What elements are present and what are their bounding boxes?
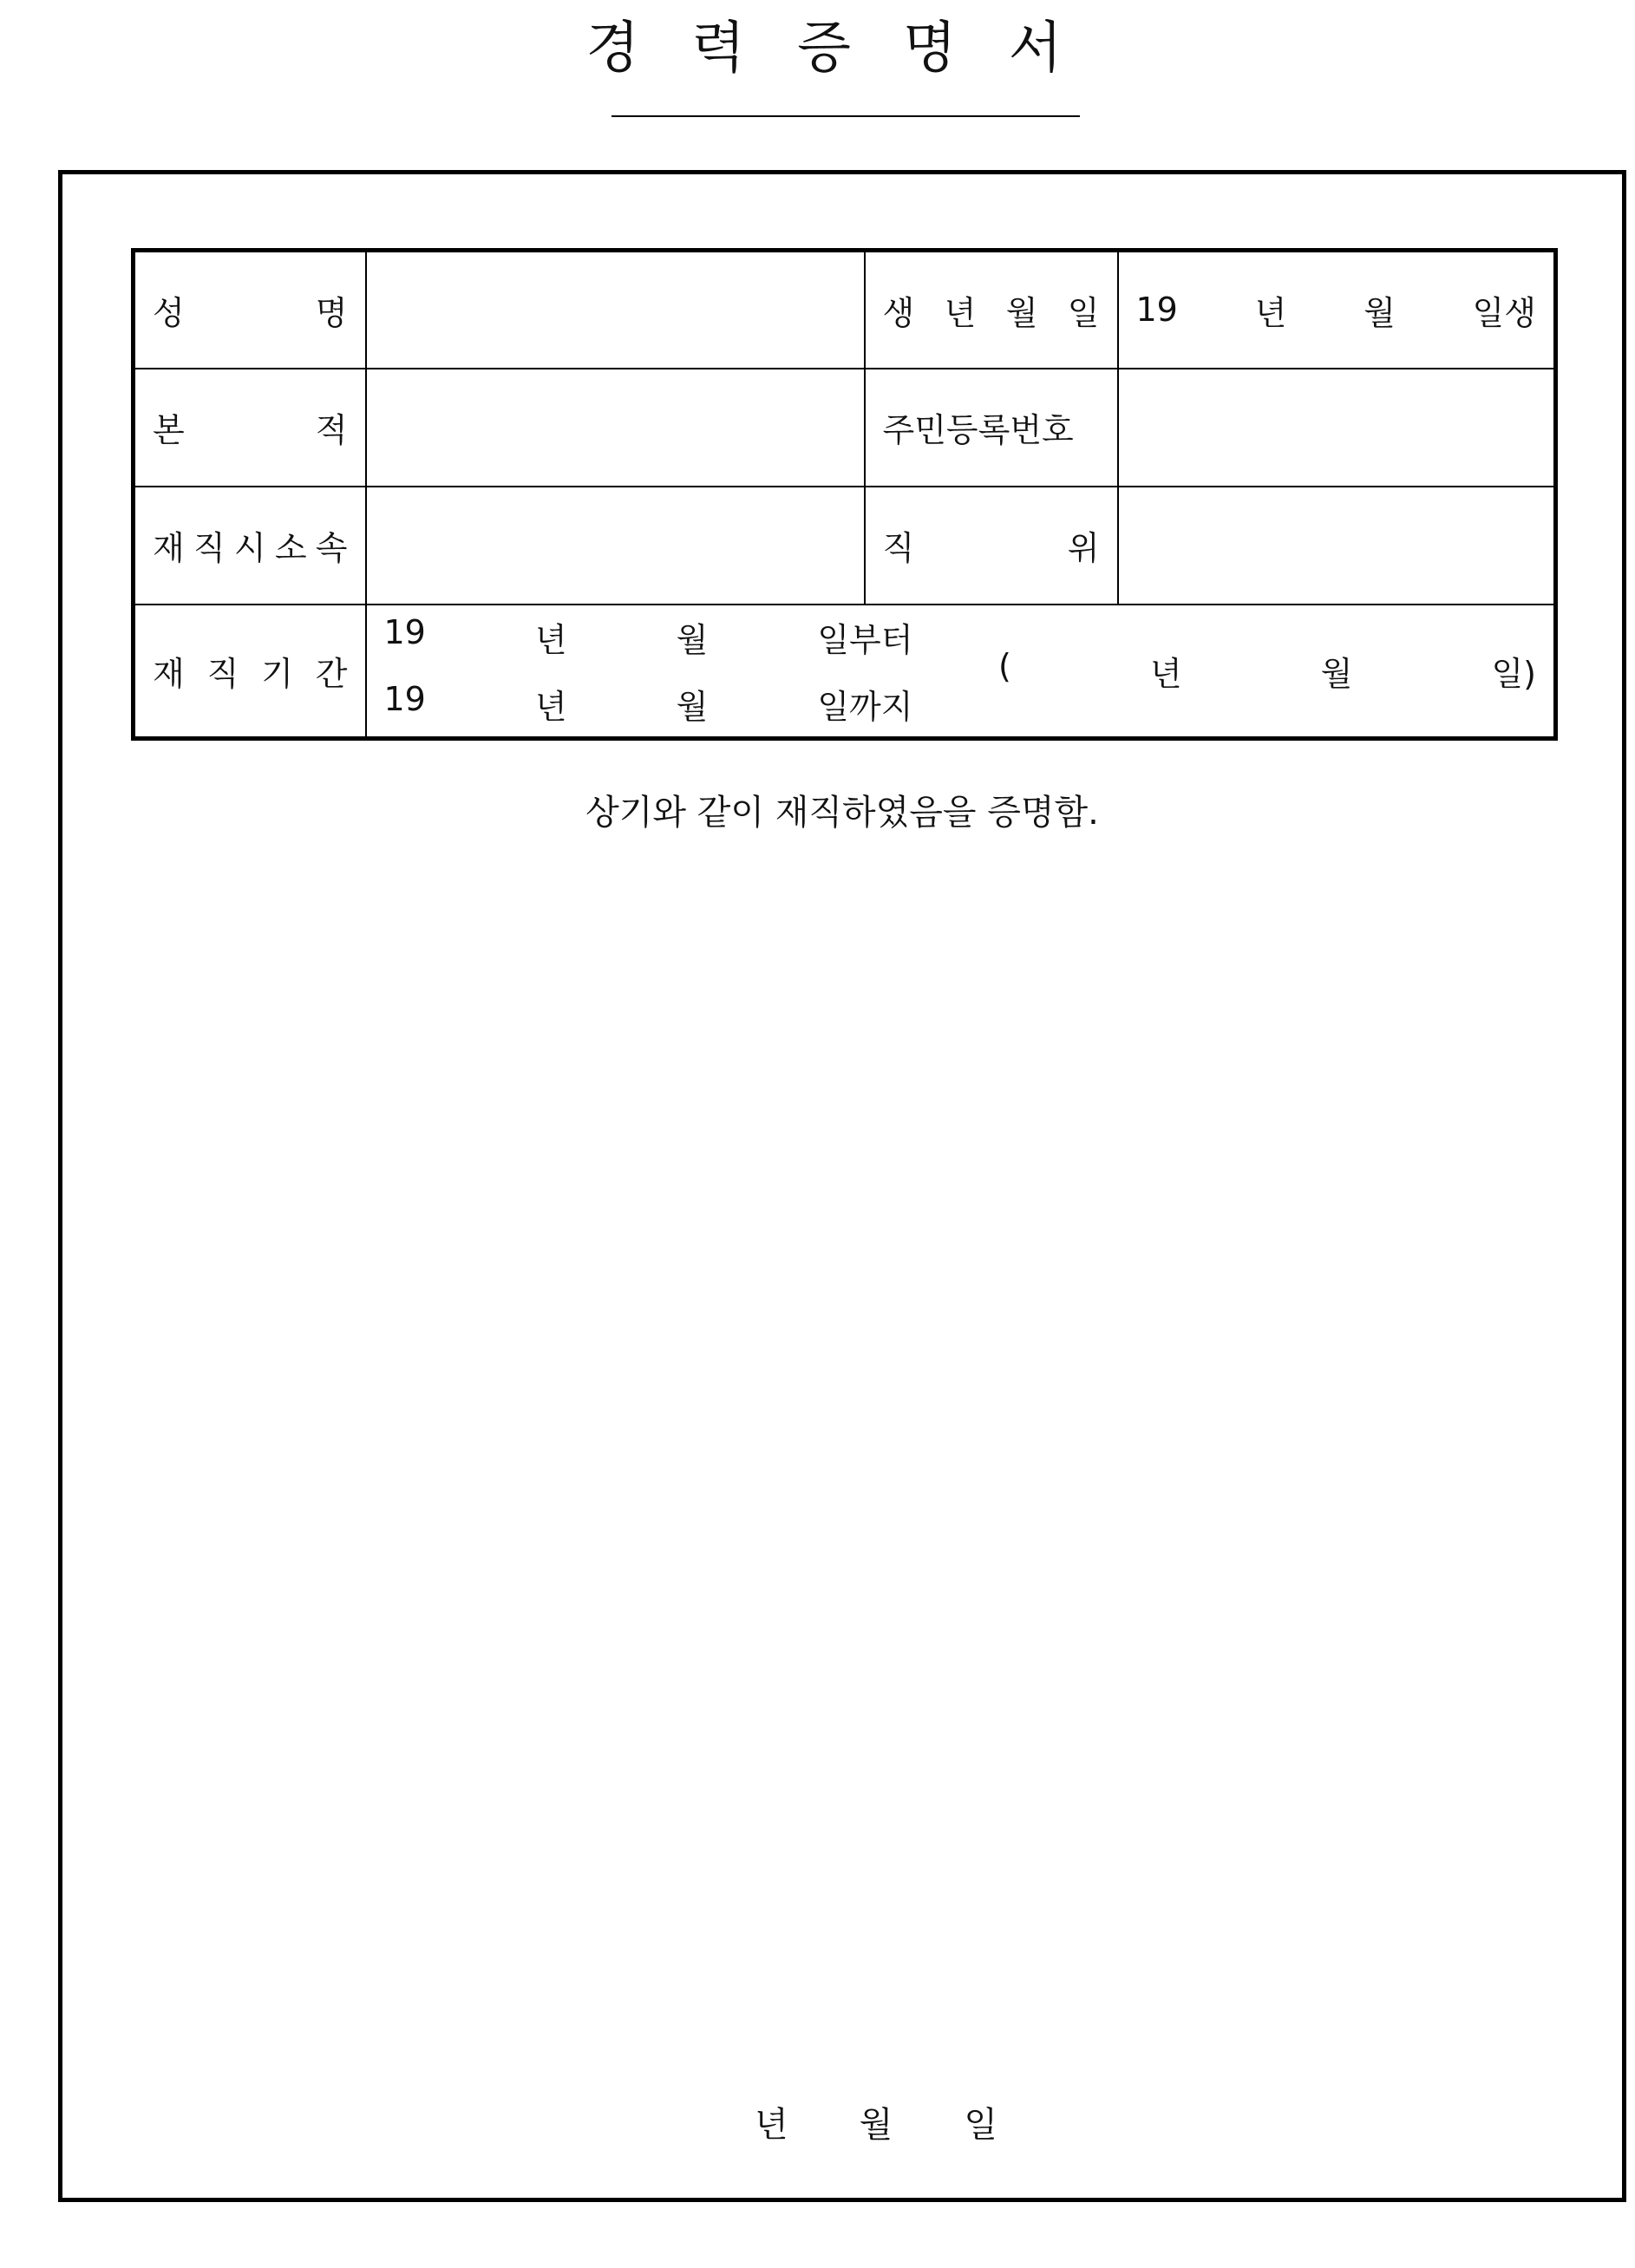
- period-to-line: [384, 680, 913, 728]
- department-field[interactable]: [366, 487, 865, 605]
- resident-id-field[interactable]: [1118, 369, 1556, 487]
- name-label-cell: [134, 251, 366, 369]
- position-label-char: 위: [1067, 529, 1100, 567]
- birth-label-char: 일: [1067, 293, 1100, 332]
- certification-statement: 상기와 같이 재직하였음을 증명함.: [585, 793, 1099, 833]
- duration-open-paren: (: [998, 646, 1011, 685]
- birth-day-unit: 일생: [1472, 293, 1536, 332]
- position-label-char: 직: [882, 529, 915, 567]
- birth-label-char: 월: [1005, 293, 1038, 332]
- birth-month-unit: 월: [1364, 293, 1396, 332]
- domicile-field[interactable]: [366, 369, 865, 487]
- employee-info-table: [131, 248, 1558, 741]
- domicile-label-char: 본: [153, 411, 185, 449]
- period-label-char: 기: [261, 654, 293, 693]
- domicile-label-char: 적: [315, 411, 348, 449]
- position-label-cell: [865, 487, 1118, 605]
- birth-label-char: 년: [944, 293, 977, 332]
- title-char: 력: [691, 16, 746, 81]
- title-underline: [611, 115, 1080, 117]
- issue-year-unit: 년: [755, 2105, 788, 2145]
- period-label-char: 간: [315, 654, 348, 693]
- period-label-char: 재: [153, 654, 185, 693]
- document-title: [520, 0, 1128, 87]
- period-from-line: [384, 613, 913, 661]
- birth-label-cell: [865, 251, 1118, 369]
- from-year-prefix: 19: [383, 613, 426, 652]
- birth-year-unit: 년: [1254, 293, 1287, 332]
- table-row: [134, 605, 1556, 739]
- birth-label-char: 생: [882, 293, 915, 332]
- duration-year-unit: 년: [1149, 654, 1182, 693]
- period-field[interactable]: [366, 605, 1556, 739]
- issue-month-unit: 월: [859, 2105, 893, 2145]
- department-label-cell: [134, 487, 366, 605]
- to-month-unit: 월: [676, 688, 709, 727]
- table-row: [134, 251, 1556, 369]
- position-field[interactable]: [1118, 487, 1556, 605]
- department-label-char: 소: [274, 529, 307, 567]
- name-label-char: 명: [315, 293, 348, 332]
- title-char: 명: [902, 16, 957, 81]
- department-label-char: 시: [233, 529, 266, 567]
- title-char: 경: [585, 16, 640, 81]
- period-label-char: 직: [206, 654, 239, 693]
- issue-date[interactable]: [755, 2097, 997, 2147]
- to-year-prefix: 19: [383, 680, 426, 719]
- issue-day-unit: 일: [964, 2105, 997, 2145]
- department-label-char: 재: [153, 529, 185, 567]
- duration-month-unit: 월: [1320, 654, 1353, 693]
- name-label-char: 성: [153, 293, 185, 332]
- from-day-unit: 일부터: [817, 621, 913, 660]
- birth-year-prefix: 19: [1135, 291, 1178, 330]
- to-year-unit: 년: [534, 688, 567, 727]
- period-duration: [998, 647, 1536, 695]
- title-char: 서: [1008, 16, 1063, 81]
- domicile-label-cell: [134, 369, 366, 487]
- birth-date-field[interactable]: [1118, 251, 1556, 369]
- table-row: [134, 369, 1556, 487]
- department-label-char: 직: [193, 529, 226, 567]
- table-row: [134, 487, 1556, 605]
- duration-day-unit: 일): [1491, 654, 1536, 693]
- department-label-char: 속: [315, 529, 348, 567]
- name-field[interactable]: [366, 251, 865, 369]
- to-day-unit: 일까지: [817, 688, 913, 727]
- title-char: 증: [797, 16, 851, 81]
- from-month-unit: 월: [676, 621, 709, 660]
- period-label-cell: [134, 605, 366, 739]
- resident-id-label: 주민등록번호: [865, 369, 1118, 487]
- from-year-unit: 년: [534, 621, 567, 660]
